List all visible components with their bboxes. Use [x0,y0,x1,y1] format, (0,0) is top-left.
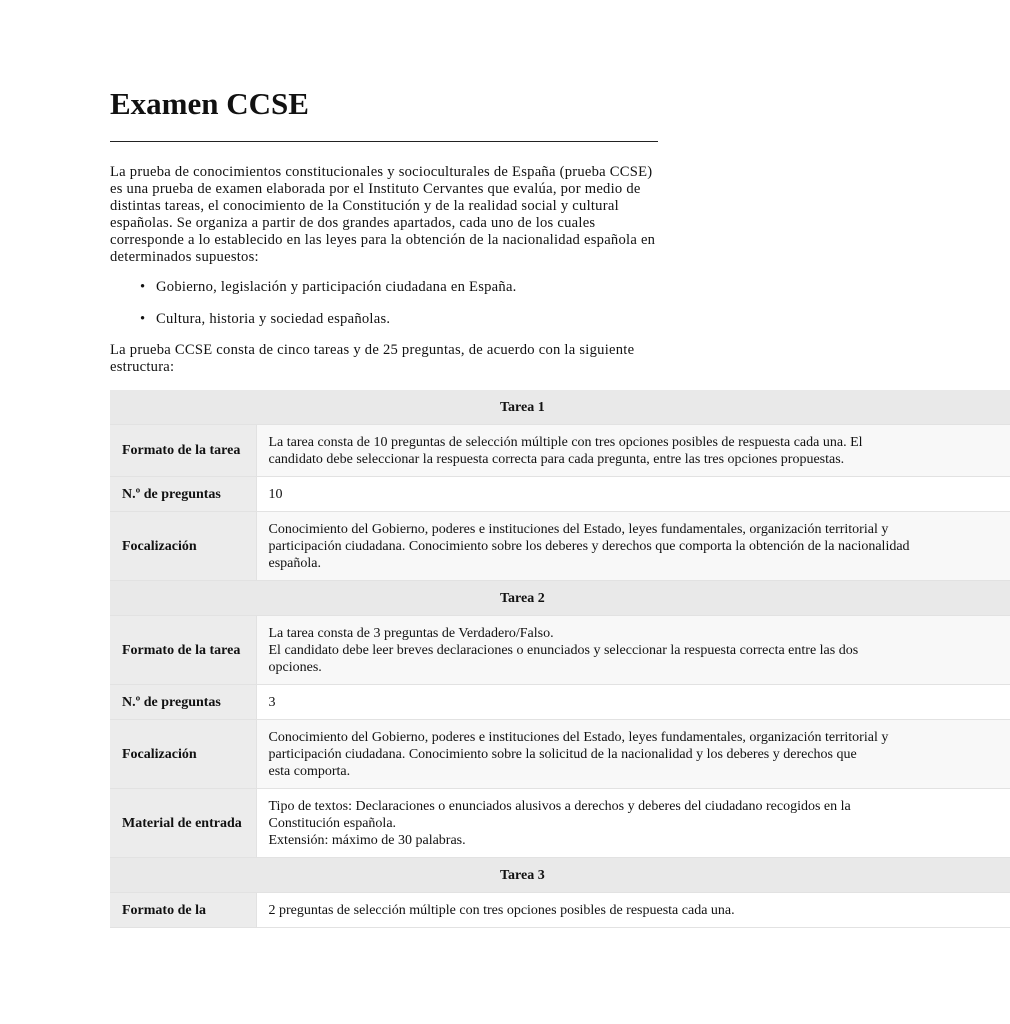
bullet-list [110,279,658,343]
table-row [110,616,1010,685]
row-label: Formato de la [110,893,256,928]
row-value: 10 [256,477,1010,512]
tarea-2-header: Tarea 2 [110,581,1010,616]
row-label: N.º de preguntas [110,477,256,512]
row-label: Focalización [110,512,256,581]
table-row [110,893,1010,928]
list-item: • Cultura, historia y sociedad españolas. [140,311,391,327]
tarea-1-header: Tarea 1 [110,390,1010,425]
table-row [110,685,1010,720]
table-row [110,512,1010,581]
table-row [110,477,1010,512]
bullet-icon: • [140,279,146,295]
table-row [110,858,1010,893]
table-row [110,425,1010,477]
row-label: Formato de la tarea [110,616,256,685]
tarea-3-header: Tarea 3 [110,858,1010,893]
row-label: Focalización [110,720,256,789]
row-value: 2 preguntas de selección múltiple con tres opciones posibles de respuesta cada una. [256,893,1010,928]
row-label: Material de entrada [110,789,256,858]
title-divider [110,141,658,142]
row-value: La tarea consta de 3 preguntas de Verdadero/Falso. El candidato debe leer breves declaraciones o enunciados y seleccionar la respuesta correcta entre las dos opciones. [256,616,1010,685]
row-value: 3 [256,685,1010,720]
row-label: Formato de la tarea [110,425,256,477]
table-row [110,581,1010,616]
row-value: Tipo de textos: Declaraciones o enunciados alusivos a derechos y deberes del ciudadano recogidos en la Constitución española. Extensión: máximo de 30 palabras. [256,789,1010,858]
table-row [110,390,1010,425]
page-title: Examen CCSE [110,86,309,121]
row-value: Conocimiento del Gobierno, poderes e instituciones del Estado, leyes fundamentales, organización territorial y participación ciudadana. Conocimiento sobre los deberes y derechos que comporta la obtención de la nacionalidad española. [256,512,1010,581]
list-item: • Gobierno, legislación y participación ciudadana en España. [140,279,517,295]
structure-paragraph: La prueba CCSE consta de cinco tareas y de 25 preguntas, de acuerdo con la siguiente estructura: [110,342,635,375]
structure-table [110,390,1010,928]
bullet-icon: • [140,311,146,327]
row-value: Conocimiento del Gobierno, poderes e instituciones del Estado, leyes fundamentales, organización territorial y participación ciudadana. Conocimiento sobre la solicitud de la nacionalidad y los deberes y derechos que esta comporta. [256,720,1010,789]
table-row [110,720,1010,789]
table-row [110,789,1010,858]
row-value: La tarea consta de 10 preguntas de selección múltiple con tres opciones posibles de respuesta cada una. El candidato debe seleccionar la respuesta correcta para cada pregunta, entre las tres opciones propuestas. [256,425,1010,477]
intro-paragraph: La prueba de conocimientos constitucionales y socioculturales de España (prueba CCSE) es una prueba de examen elaborada por el Instituto Cervantes que evalúa, por medio de distintas tareas, el conocimiento de la Constitución y de la realidad social y cultural españolas. Se organiza a partir de dos grandes apartados, cada uno de los cuales corresponde a lo establecido en las leyes para la obtención de la nacionalidad española en determinados supuestos: [110,164,656,265]
structure-table-wrapper [110,390,910,928]
row-label: N.º de preguntas [110,685,256,720]
